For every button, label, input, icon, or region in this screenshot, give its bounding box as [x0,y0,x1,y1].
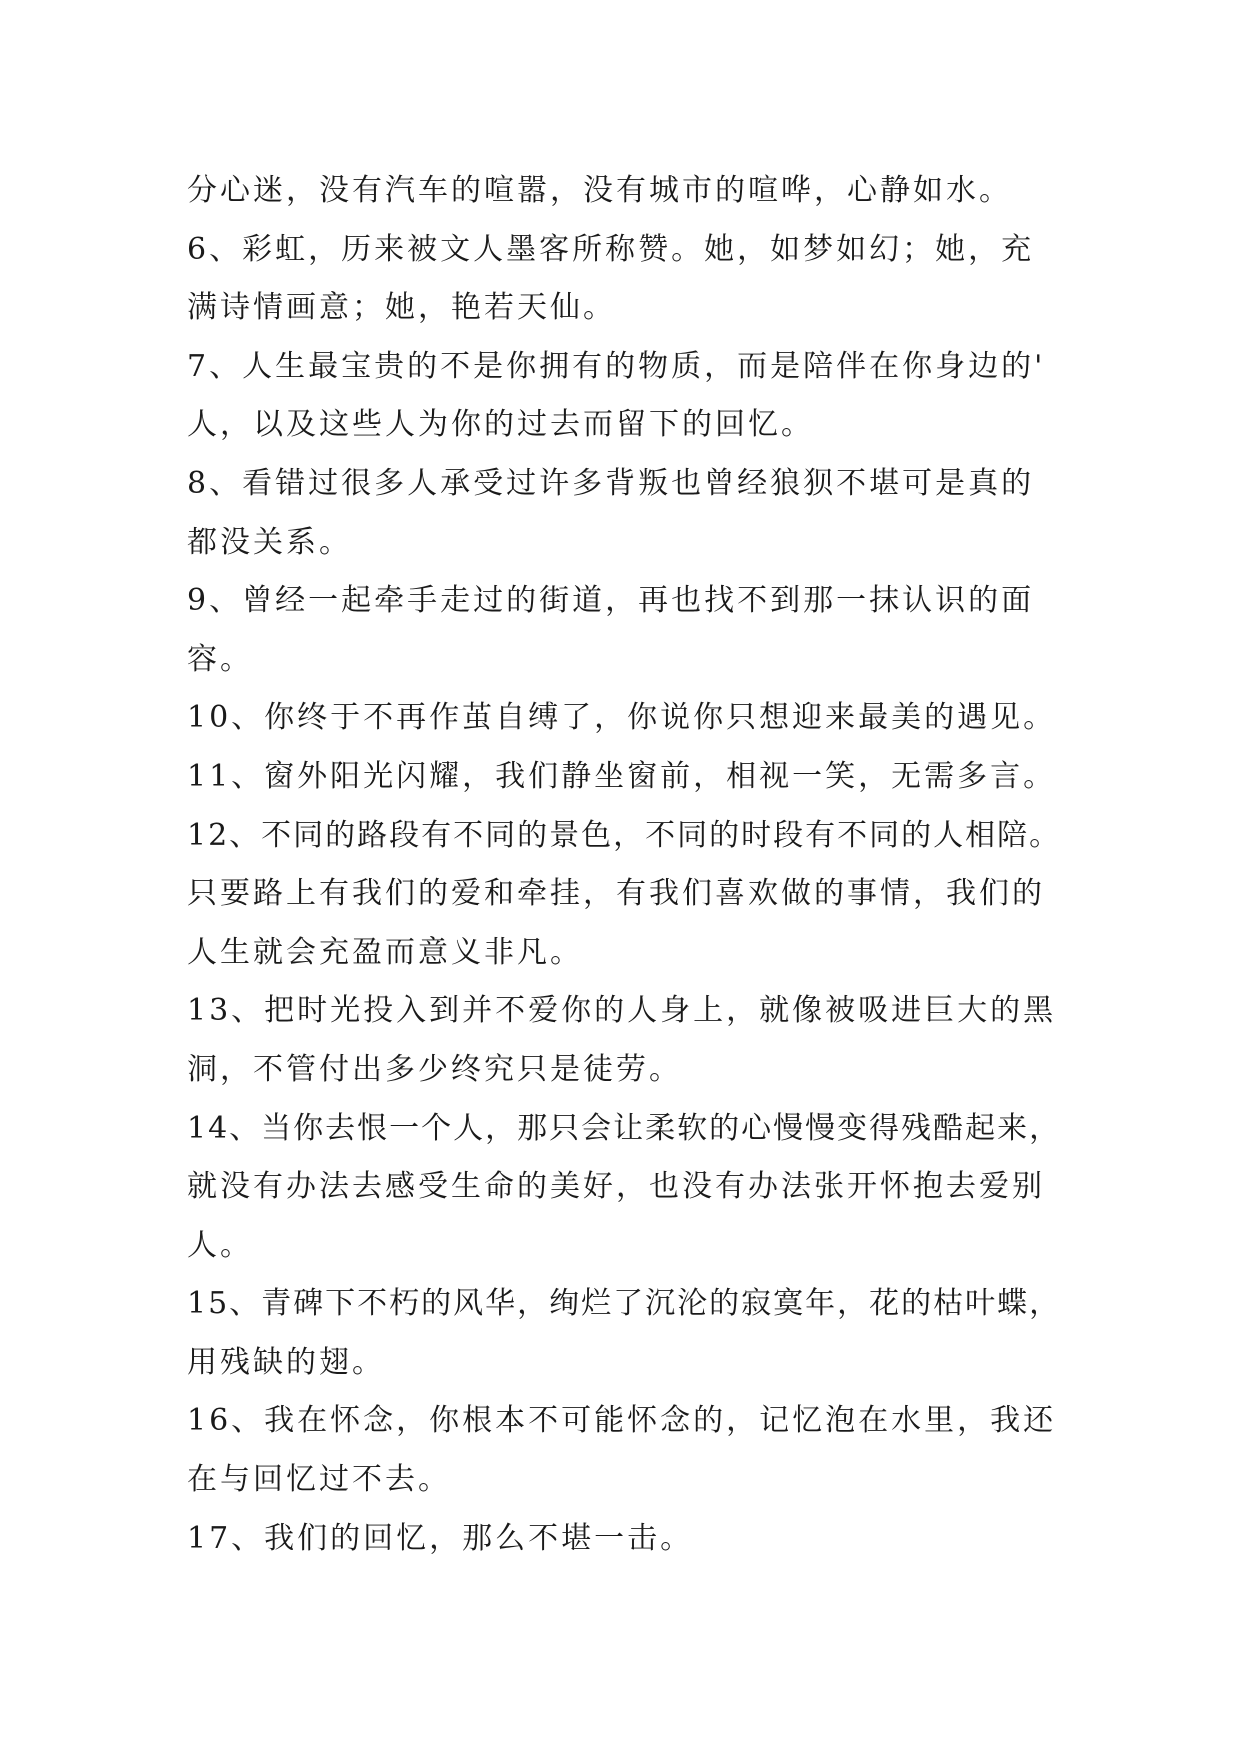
text-line: 10、你终于不再作茧自缚了，你说你只想迎来最美的遇见。 [187,700,1057,736]
text-line: 容。 [187,641,253,677]
text-line: 16、我在怀念，你根本不可能怀念的，记忆泡在水里，我还 [187,1403,1057,1439]
text-line: 人。 [187,1227,253,1263]
text-line: 洞，不管付出多少终究只是徒劳。 [187,1051,682,1087]
text-line: 15、青碑下不朽的风华，绚烂了沉沦的寂寞年，花的枯叶蝶， [187,1286,1062,1322]
text-line: 13、把时光投入到并不爱你的人身上，就像被吸进巨大的黑 [187,993,1057,1029]
text-line: 8、看错过很多人承受过许多背叛也曾经狼狈不堪可是真的 [187,465,1035,501]
text-line: 在与回忆过不去。 [187,1462,451,1498]
document-body [187,162,1067,1568]
text-line: 都没关系。 [187,524,352,560]
text-line: 11、窗外阳光闪耀，我们静坐窗前，相视一笑，无需多言。 [187,758,1057,794]
text-line: 只要路上有我们的爱和牵挂，有我们喜欢做的事情，我们的 [187,876,1045,912]
text-line: 9、曾经一起牵手走过的街道，再也找不到那一抹认识的面 [187,583,1035,619]
text-line: 用残缺的翅。 [187,1344,385,1380]
text-line: 分心迷，没有汽车的喧嚣，没有城市的喧哗，心静如水。 [187,173,1012,208]
text-line: 12、不同的路段有不同的景色，不同的时段有不同的人相陪。 [187,817,1062,853]
text-line: 人生就会充盈而意义非凡。 [187,934,583,970]
text-line: 满诗情画意；她，艳若天仙。 [187,290,616,326]
text-line: 14、当你去恨一个人，那只会让柔软的心慢慢变得残酷起来， [187,1110,1062,1146]
text-line: 人，以及这些人为你的过去而留下的回忆。 [187,407,814,443]
text-line: 6、彩虹，历来被文人墨客所称赞。她，如梦如幻；她，充 [187,231,1035,267]
text-line: 17、我们的回忆，那么不堪一击。 [187,1520,694,1556]
text-line: 就没有办法去感受生命的美好，也没有办法张开怀抱去爱别 [187,1169,1045,1205]
text-line: 7、人生最宝贵的不是你拥有的物质，而是陪伴在你身边的' [187,348,1046,384]
